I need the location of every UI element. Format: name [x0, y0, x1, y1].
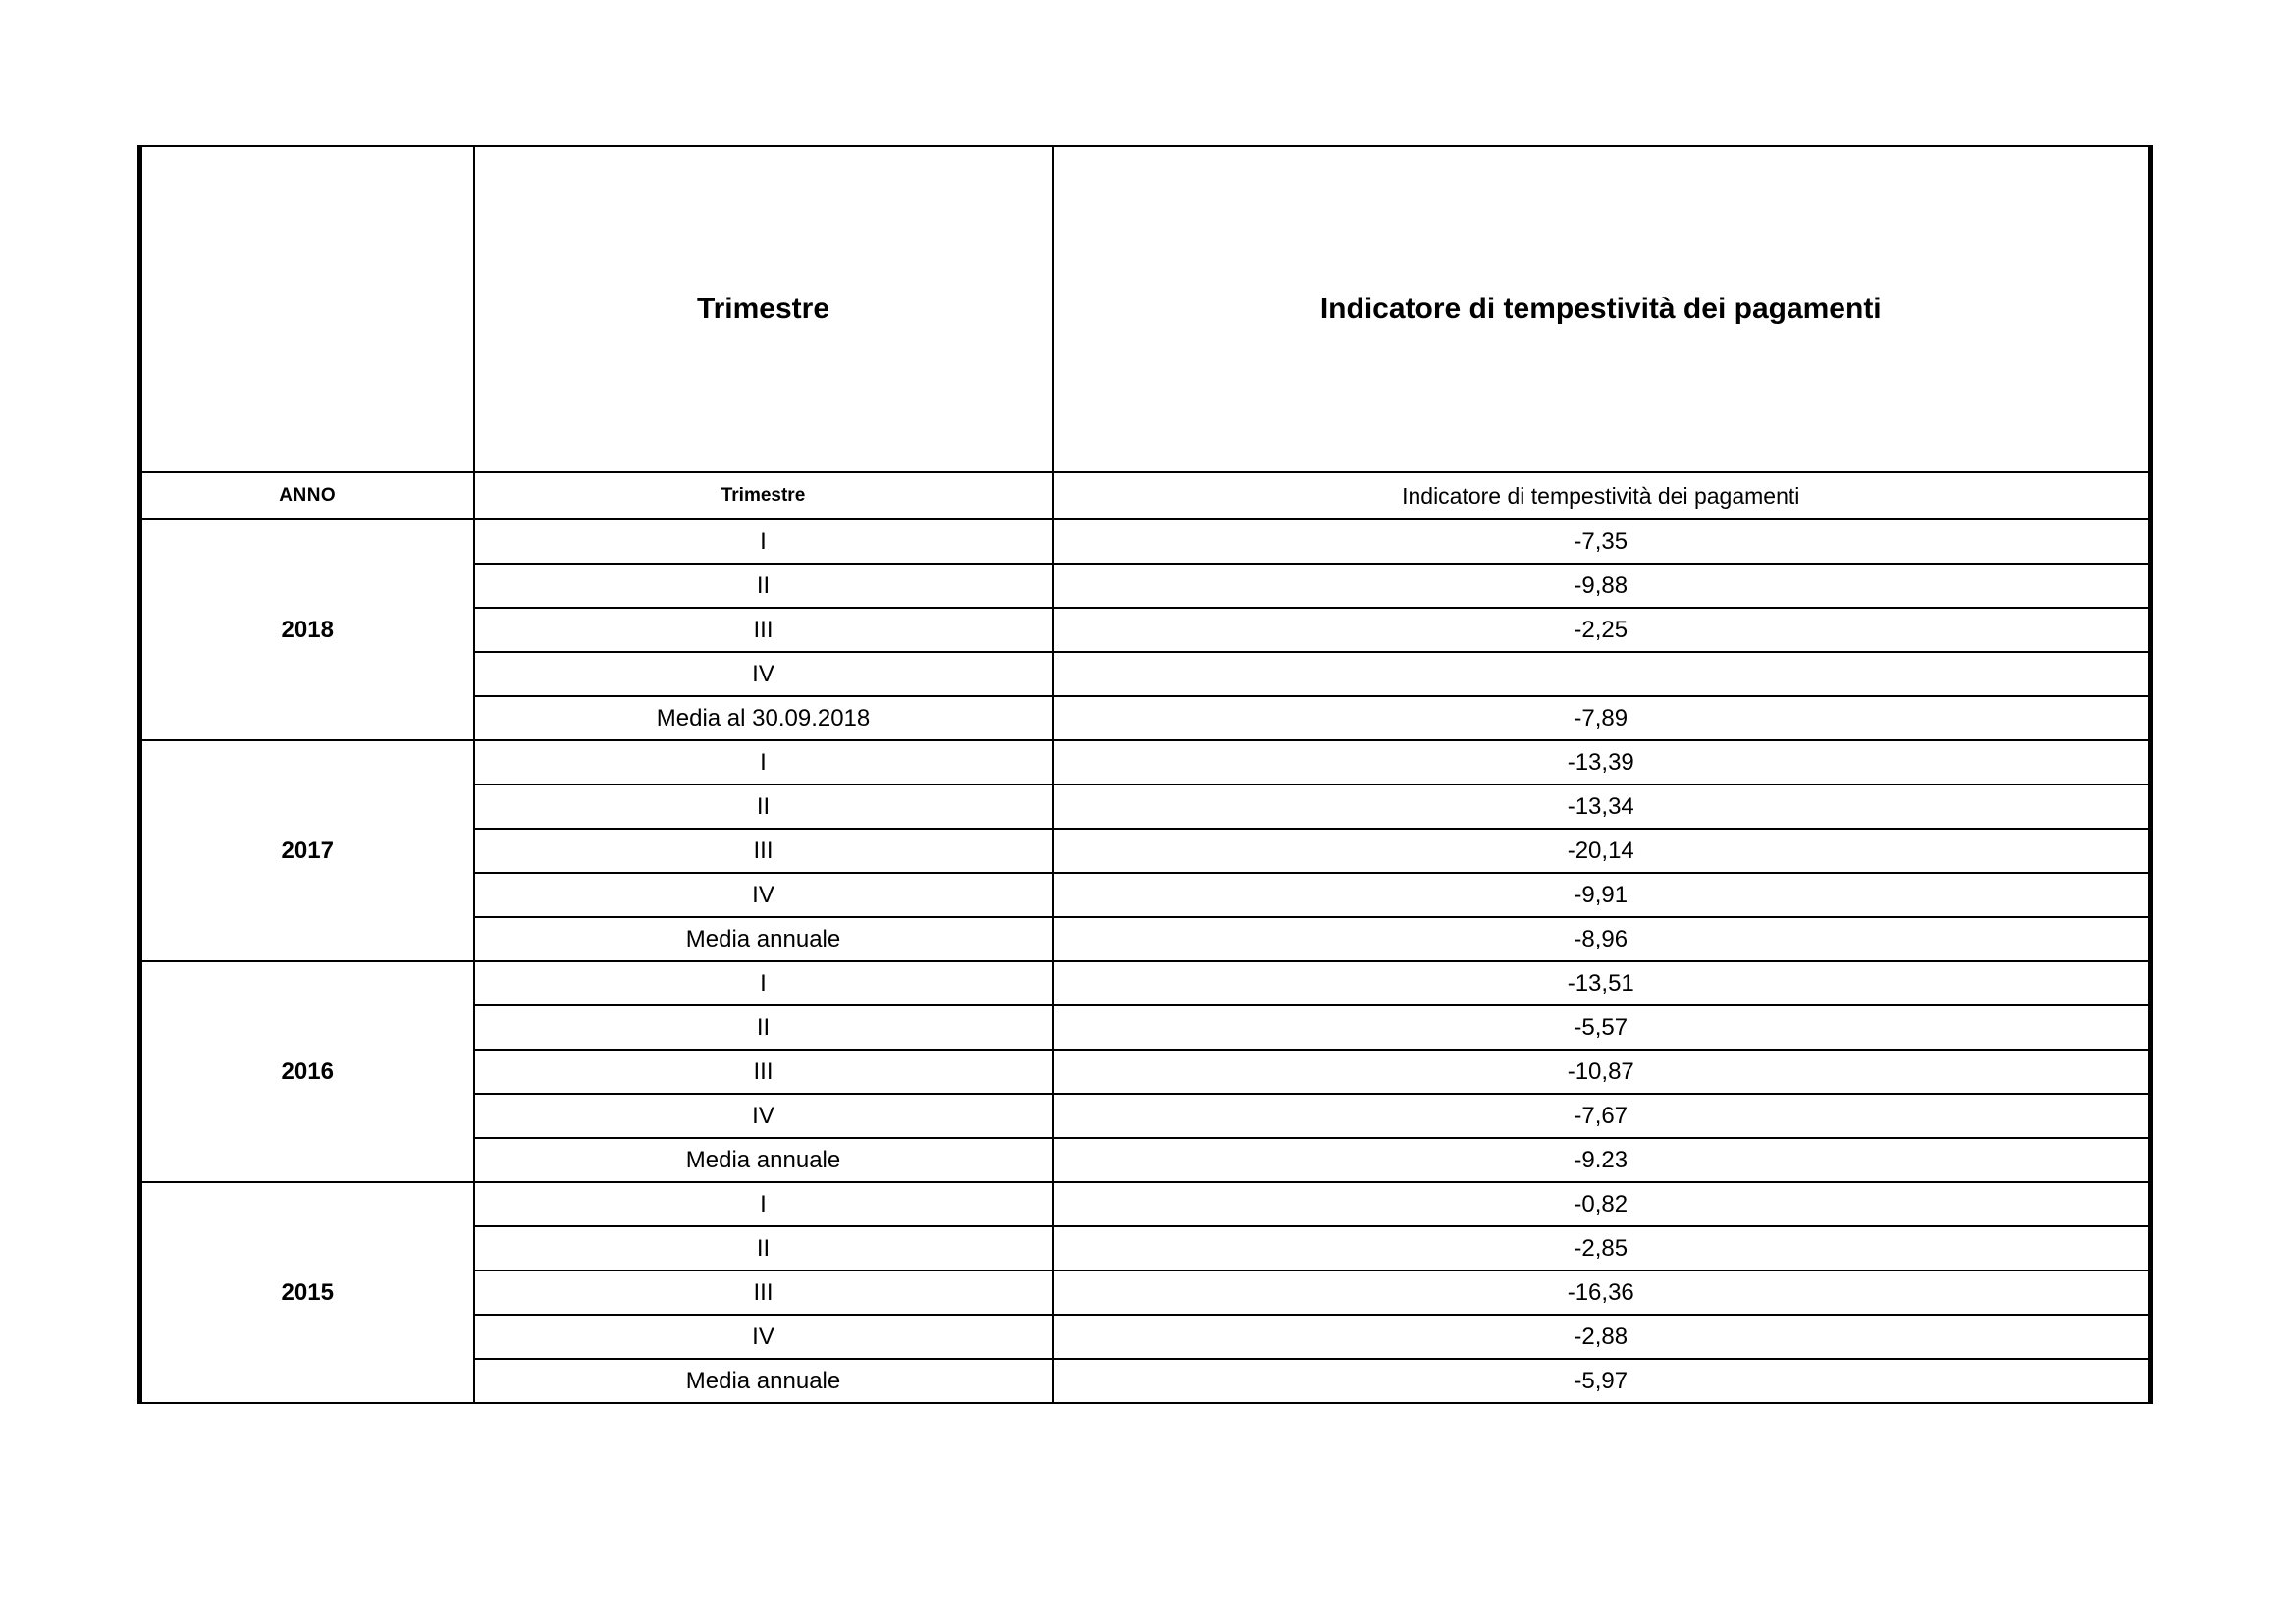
year-cell-2018: 2018 [140, 519, 474, 740]
payment-timeliness-table-wrapper [137, 145, 2148, 1404]
trimestre-cell-media: Media annuale [474, 1359, 1053, 1403]
indicatore-cell: -13,51 [1053, 961, 2151, 1005]
table-row [140, 1182, 2151, 1226]
title-band-trimestre: Trimestre [474, 146, 1053, 472]
year-cell-2015: 2015 [140, 1182, 474, 1403]
indicatore-cell: -13,34 [1053, 784, 2151, 829]
header-trimestre: Trimestre [474, 472, 1053, 519]
indicatore-cell: -9.23 [1053, 1138, 2151, 1182]
trimestre-cell: IV [474, 1094, 1053, 1138]
indicatore-cell: -0,82 [1053, 1182, 2151, 1226]
indicatore-cell: -2,88 [1053, 1315, 2151, 1359]
trimestre-cell-media: Media annuale [474, 1138, 1053, 1182]
indicatore-cell: -2,85 [1053, 1226, 2151, 1271]
trimestre-cell: I [474, 519, 1053, 564]
indicatore-cell: -10,87 [1053, 1050, 2151, 1094]
indicatore-cell: -7,89 [1053, 696, 2151, 740]
indicatore-cell: -8,96 [1053, 917, 2151, 961]
trimestre-cell: IV [474, 873, 1053, 917]
trimestre-cell: II [474, 1005, 1053, 1050]
title-band-indicatore: Indicatore di tempestività dei pagamenti [1053, 146, 2151, 472]
trimestre-cell: II [474, 784, 1053, 829]
trimestre-cell: IV [474, 652, 1053, 696]
trimestre-cell: III [474, 829, 1053, 873]
trimestre-cell: I [474, 1182, 1053, 1226]
trimestre-cell: III [474, 1050, 1053, 1094]
payment-timeliness-table [137, 145, 2153, 1404]
header-indicatore: Indicatore di tempestività dei pagamenti [1053, 472, 2151, 519]
indicatore-cell: -9,88 [1053, 564, 2151, 608]
header-anno: ANNO [140, 472, 474, 519]
indicatore-cell: -9,91 [1053, 873, 2151, 917]
indicatore-cell: -2,25 [1053, 608, 2151, 652]
trimestre-cell: III [474, 1271, 1053, 1315]
table-row [140, 961, 2151, 1005]
indicatore-cell [1053, 652, 2151, 696]
year-cell-2017: 2017 [140, 740, 474, 961]
indicatore-cell: -20,14 [1053, 829, 2151, 873]
indicatore-cell: -5,57 [1053, 1005, 2151, 1050]
year-cell-2016: 2016 [140, 961, 474, 1182]
table-row [140, 519, 2151, 564]
trimestre-cell: I [474, 740, 1053, 784]
trimestre-cell: II [474, 1226, 1053, 1271]
table-title-band [140, 146, 2151, 472]
trimestre-cell-media: Media al 30.09.2018 [474, 696, 1053, 740]
table-header-row [140, 472, 2151, 519]
trimestre-cell: IV [474, 1315, 1053, 1359]
indicatore-cell: -5,97 [1053, 1359, 2151, 1403]
indicatore-cell: -7,67 [1053, 1094, 2151, 1138]
trimestre-cell: I [474, 961, 1053, 1005]
trimestre-cell: II [474, 564, 1053, 608]
indicatore-cell: -7,35 [1053, 519, 2151, 564]
table-row [140, 740, 2151, 784]
indicatore-cell: -16,36 [1053, 1271, 2151, 1315]
title-band-empty-cell [140, 146, 474, 472]
indicatore-cell: -13,39 [1053, 740, 2151, 784]
trimestre-cell-media: Media annuale [474, 917, 1053, 961]
trimestre-cell: III [474, 608, 1053, 652]
